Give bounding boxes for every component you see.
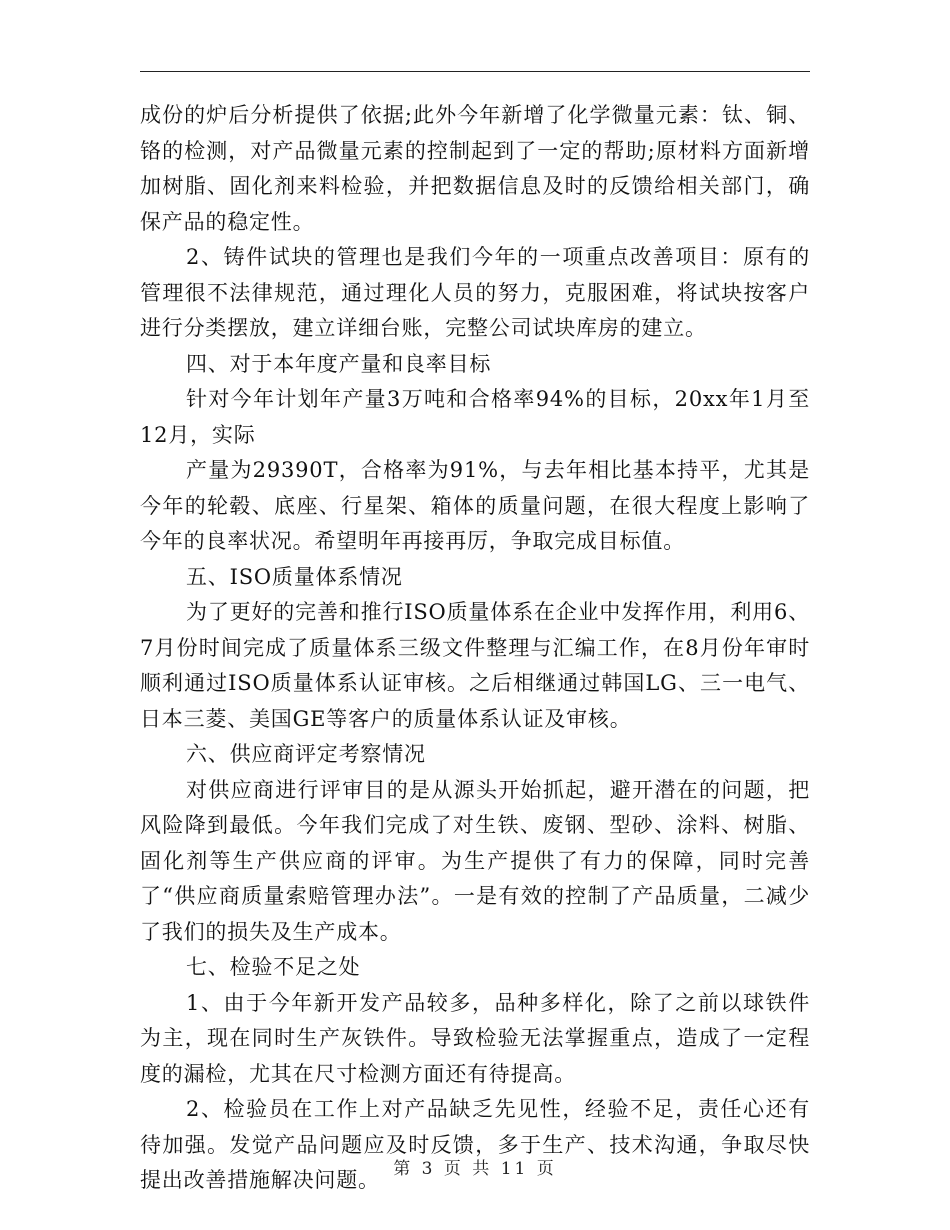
paragraph-continued-analysis: 成份的炉后分析提供了依据;此外今年新增了化学微量元素：钛、铜、铬的检测，对产品微量元素的控制起到了一定的帮助;原材料方面新增加树脂、固化剂来料检验，并把数据信息及时的反馈给相关部门，确保产品的稳定性。 bbox=[140, 103, 810, 234]
paragraph-iso-details: 为了更好的完善和推行ISO质量体系在企业中发挥作用，利用6、7月份时间完成了质量体系三级文件整理与汇编工作，在8月份年审时顺利通过ISO质量体系认证审核。之后相继通过韩国LG、三一电气、日本三菱、美国GE等客户的质量体系认证及审核。 bbox=[140, 600, 810, 731]
section-heading-supplier-evaluation: 六、供应商评定考察情况 bbox=[186, 742, 426, 766]
document-body bbox=[140, 98, 810, 1199]
section-heading-output-yield: 四、对于本年度产量和良率目标 bbox=[186, 351, 492, 376]
paragraph-supplier-details: 对供应商进行评审目的是从源头开始抓起，避开潜在的问题，把风险降到最低。今年我们完成了对生铁、废钢、型砂、涂料、树脂、固化剂等生产供应商的评审。为生产提供了有力的保障，同时完善了“供应商质量索赔管理办法”。一是有效的控制了产品质量，二减少了我们的损失及生产成本。 bbox=[140, 777, 810, 944]
paragraph-annual-target: 针对今年计划年产量3万吨和合格率94%的目标，20xx年1月至12月，实际 bbox=[140, 387, 810, 447]
paragraph-actual-output: 产量为29390T，合格率为91%，与去年相比基本持平，尤其是今年的轮毂、底座、行星架、箱体的质量问题，在很大程度上影响了今年的良率状况。希望明年再接再厉，争取完成目标值。 bbox=[140, 458, 810, 553]
section-heading-iso-system: 五、ISO质量体系情况 bbox=[186, 564, 403, 589]
paragraph-shortcoming-1: 1、由于今年新开发产品较多，品种多样化，除了之前以球铁件为主，现在同时生产灰铁件。导致检验无法掌握重点，造成了一定程度的漏检，尤其在尺寸检测方面还有待提高。 bbox=[140, 990, 810, 1086]
paragraph-test-block-management: 2、铸件试块的管理也是我们今年的一项重点改善项目：原有的管理很不法律规范，通过理化人员的努力，克服困难，将试块按客户进行分类摆放，建立详细台账，完整公司试块库房的建立。 bbox=[140, 245, 810, 340]
section-heading-inspection-shortcomings: 七、检验不足之处 bbox=[186, 955, 361, 979]
page-number-footer: 第 3 页 共 11 页 bbox=[393, 1159, 557, 1179]
header-rule bbox=[140, 71, 810, 72]
paragraph-shortcoming-2: 2、检验员在工作上对产品缺乏先见性，经验不足，责任心还有待加强。发觉产品问题应及时反馈，多于生产、技术沟通，争取尽快提出改善措施解决问题。 bbox=[140, 1097, 810, 1192]
